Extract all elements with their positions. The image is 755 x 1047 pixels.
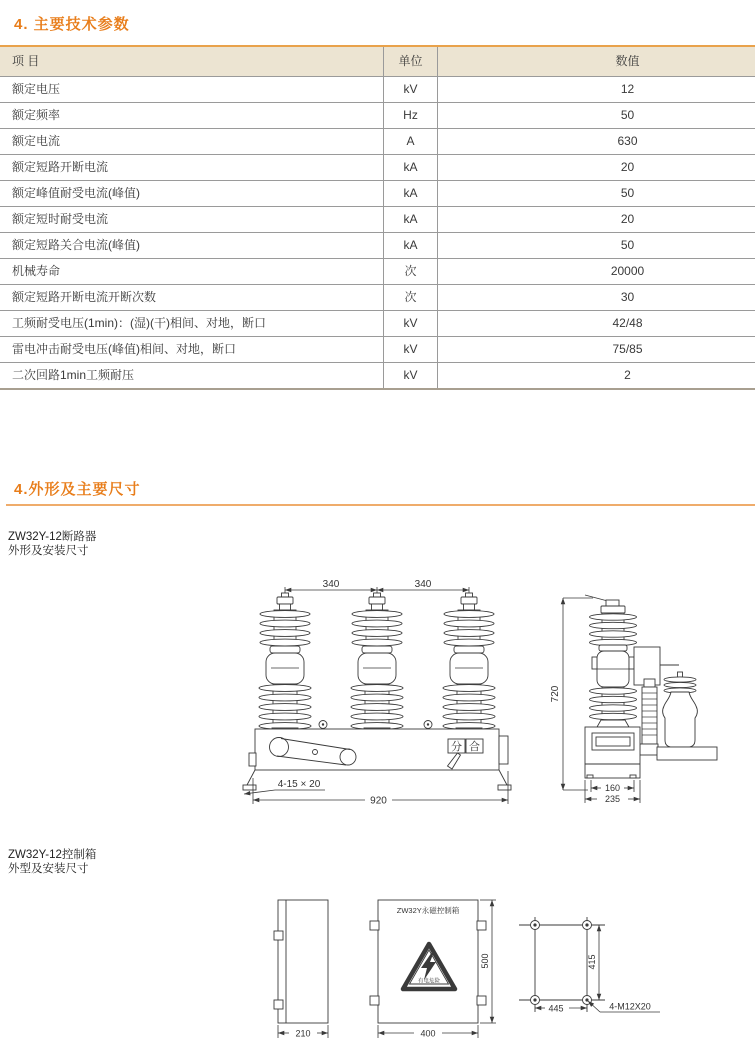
cell-unit: kV	[383, 311, 437, 336]
table-row	[0, 207, 755, 233]
dim-width: 400	[420, 1028, 436, 1039]
mounting-hole-pattern	[519, 917, 660, 1014]
cell-item: 额定频率	[12, 108, 61, 122]
dim-depth: 210	[295, 1028, 311, 1039]
warning-text: 有电危险	[417, 978, 441, 985]
table-row	[0, 363, 755, 388]
cell-item: 额定峰值耐受电流(峰值)	[12, 186, 140, 200]
dim-height: 720	[550, 685, 561, 703]
cell-item: 额定电流	[12, 134, 61, 148]
dim-pole-spacing-left: 340	[322, 579, 340, 590]
table-row	[0, 311, 755, 337]
cell-unit: kV	[383, 337, 437, 362]
breaker-outline-drawing	[230, 575, 755, 825]
cell-item: 额定短路开断电流	[12, 160, 109, 174]
header-value: 数值	[437, 47, 755, 76]
cell-unit: A	[383, 129, 437, 154]
sensor-bushing	[663, 672, 698, 747]
table-row	[0, 337, 755, 363]
control-box-side-view	[274, 900, 328, 1039]
header-item: 项 目	[12, 54, 40, 68]
dim-bolt-spec: 4-M12X20	[609, 1001, 651, 1012]
bellows	[640, 679, 658, 755]
table-row	[0, 77, 755, 103]
cell-unit: kA	[383, 155, 437, 180]
cell-unit: 次	[383, 259, 437, 284]
table-row	[0, 285, 755, 311]
dim-mounting-slots: 4-15 × 20	[277, 779, 321, 790]
cell-item: 额定短路开断电流开断次数	[12, 290, 157, 304]
cell-unit: kA	[383, 181, 437, 206]
cell-value: 42/48	[437, 311, 755, 336]
cell-value: 20000	[437, 259, 755, 284]
section-divider	[6, 504, 755, 506]
cell-value: 50	[437, 233, 755, 258]
cell-unit: kA	[383, 233, 437, 258]
cell-item: 额定短时耐受电流	[12, 212, 109, 226]
cell-unit: 次	[383, 285, 437, 310]
control-box-front-view	[370, 900, 496, 1039]
section-title-technical-parameters: 4. 主要技术参数	[14, 16, 130, 33]
dim-width: 920	[370, 795, 387, 807]
cell-item: 工频耐受电压(1min)：(湿)(干)相间、对地，断口	[12, 316, 266, 330]
cell-value: 75/85	[437, 337, 755, 362]
control-box-caption-label: 外型及安装尺寸	[8, 863, 89, 875]
breaker-model-label: ZW32Y-12断路器	[8, 531, 97, 543]
cell-value: 20	[437, 207, 755, 232]
cell-item: 雷电冲击耐受电压(峰值)相间、对地，断口	[12, 342, 236, 356]
control-box-model-label: ZW32Y-12控制箱	[8, 849, 97, 861]
left-clamp	[249, 753, 256, 766]
dim-hole-horizontal: 445	[548, 1003, 564, 1014]
cell-value: 30	[437, 285, 755, 310]
dim-base-inner: 160	[604, 783, 621, 793]
cell-item: 机械寿命	[12, 264, 61, 278]
table-row	[0, 129, 755, 155]
dim-height: 500	[480, 953, 490, 969]
cell-value: 20	[437, 155, 755, 180]
control-box-figure-label	[8, 848, 96, 876]
table-row	[0, 259, 755, 285]
table-row	[0, 181, 755, 207]
cell-item: 二次回路1min工频耐压	[12, 368, 135, 382]
cell-value: 50	[437, 103, 755, 128]
breaker-caption-label: 外形及安装尺寸	[8, 545, 89, 557]
side-plate	[499, 736, 508, 764]
control-box-nameplate: ZW32Y永磁控制箱	[396, 906, 460, 915]
open-label: 分	[451, 741, 462, 753]
cell-value: 630	[437, 129, 755, 154]
table-header-row	[0, 47, 755, 77]
cell-value: 2	[437, 363, 755, 388]
cell-unit: Hz	[383, 103, 437, 128]
breaker-figure-label	[8, 530, 96, 558]
cell-item: 额定电压	[12, 82, 61, 96]
cell-value: 12	[437, 77, 755, 102]
section-title-dimensions: 4.外形及主要尺寸	[14, 481, 141, 498]
cell-item: 额定短路关合电流(峰值)	[12, 238, 140, 252]
dim-base-outer: 235	[604, 794, 621, 804]
breaker-front-view	[243, 579, 511, 807]
cell-unit: kA	[383, 207, 437, 232]
header-unit: 单位	[383, 47, 437, 76]
dim-hole-vertical: 415	[587, 954, 597, 970]
table-row	[0, 233, 755, 259]
table-row	[0, 103, 755, 129]
breaker-side-view	[550, 595, 717, 804]
control-box-drawing	[255, 890, 755, 1047]
table-row	[0, 155, 755, 181]
cell-value: 50	[437, 181, 755, 206]
dim-pole-spacing-right: 340	[414, 579, 432, 590]
cell-unit: kV	[383, 363, 437, 388]
close-label: 合	[469, 741, 480, 753]
cell-unit: kV	[383, 77, 437, 102]
parameters-table	[0, 45, 755, 390]
